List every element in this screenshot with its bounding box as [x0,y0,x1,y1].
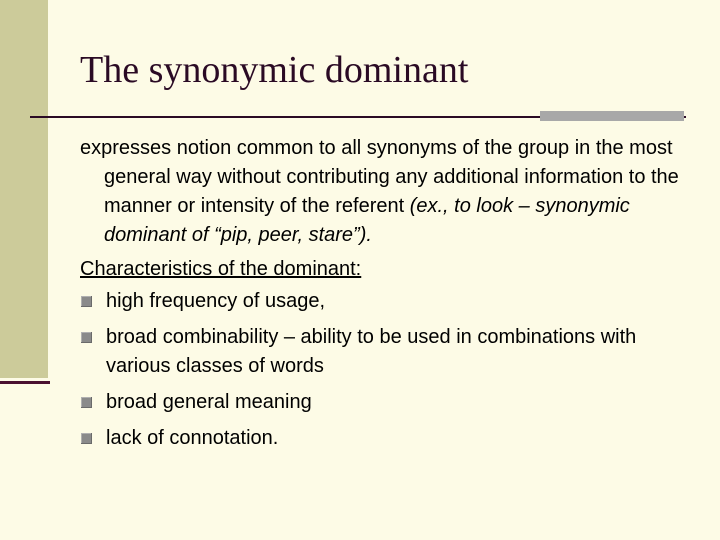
characteristics-heading: Characteristics of the dominant: [80,258,362,280]
title-divider-accent [540,111,684,121]
definition-paragraph [80,134,680,250]
list-item [80,287,680,316]
square-bullet-icon [81,397,92,408]
square-bullet-icon [81,433,92,444]
list-item-text: broad general meaning [106,391,312,413]
side-accent-bar [0,0,48,378]
slide-title: The synonymic dominant [80,49,469,91]
square-bullet-icon [81,296,92,307]
list-item [80,323,680,381]
list-item-text: lack of connotation. [106,427,279,449]
side-accent-line [0,381,50,384]
definition-text: expresses notion common to all synonyms of the group in the most general way without contributing any additional information to the manner or intensity of the referent [80,137,679,217]
list-item-text: high frequency of usage, [106,290,326,312]
slide-body [80,134,680,460]
list-item [80,424,680,453]
list-item [80,388,680,417]
list-item-text: broad combinability – ability to be used in combinations with various classes of words [106,326,637,377]
square-bullet-icon [81,332,92,343]
characteristics-list [80,287,680,453]
definition-example: (ex., to look – synonymic dominant of “pip, peer, stare”). [104,195,630,246]
